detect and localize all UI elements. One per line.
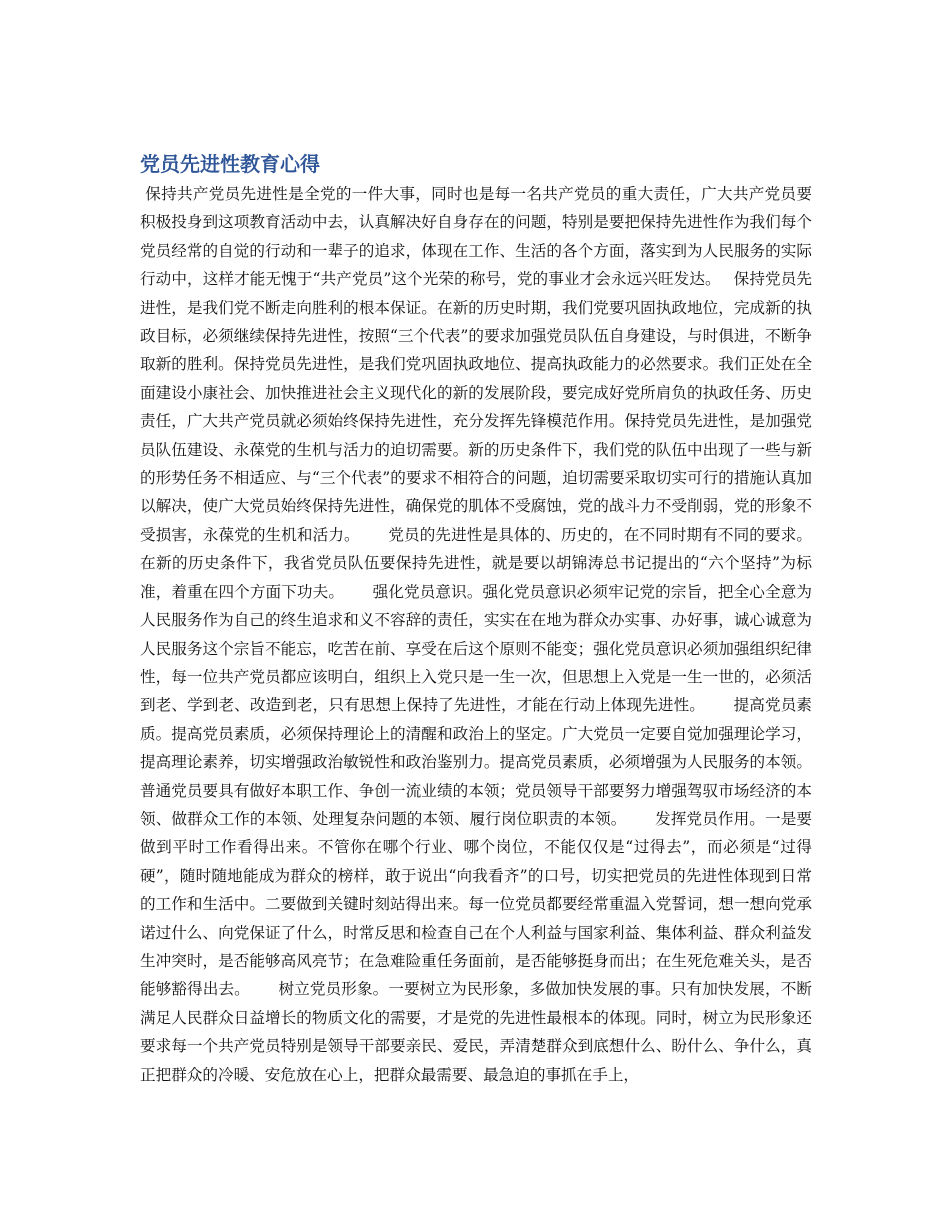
- document-title: 党员先进性教育心得: [140, 152, 320, 176]
- document-body: 保持共产党员先进性是全党的一件大事，同时也是每一名共产党员的重大责任，广大共产党员要积极投身到这项教育活动中去，认真解决好自身存在的问题，特别是要把保持先进性作为我们每个党员经常的自觉的行动和一辈子的追求，体现在工作、生活的各个方面，落实到为人民服务的实际行动中，这样才能无愧于“共产党员”这个光荣的称号，党的事业才会永远兴旺发达。 保持党员先进性，是我们党不断走向胜利的根本保证。在新的历史时期，我们党要巩固执政地位，完成新的执政目标，必须继续保持先进性，按照“三个代表”的要求加强党员队伍自身建设，与时俱进，不断争取新的胜利。保持党员先进性，是我们党巩固执政地位、提高执政能力的必然要求。我们正处在全面建设小康社会、加快推进社会主义现代化的新的发展阶段，要完成好党所肩负的执政任务、历史责任，广大共产党员就必须始终保持先进性，充分发挥先锋模范作用。保持党员先进性，是加强党员队伍建设、永葆党的生机与活力的迫切需要。新的历史条件下，我们党的队伍中出现了一些与新的形势任务不相适应、与“三个代表”的要求不相符合的问题，迫切需要采取切实可行的措施认真加以解决，使广大党员始终保持先进性，确保党的肌体不受腐蚀，党的战斗力不受削弱，党的形象不受损害，永葆党的生机和活力。 党员的先进性是具体的、历史的，在不同时期有不同的要求。在新的历史条件下，我省党员队伍要保持先进性，就是要以胡锦涛总书记提出的“六个坚持”为标准，着重在四个方面下功夫。 强化党员意识。强化党员意识必须牢记党的宗旨，把全心全意为人民服务作为自己的终生追求和义不容辞的责任，实实在在地为群众办实事、办好事，诚心诚意为人民服务这个宗旨不能忘，吃苦在前、享受在后这个原则不能变；强化党员意识必须加强组织纪律性，每一位共产党员都应该明白，组织上入党只是一生一次，但思想上入党是一生一世的，必须活到老、学到老、改造到老，只有思想上保持了先进性，才能在行动上体现先进性。 提高党员素质。提高党员素质，必须保持理论上的清醒和政治上的坚定。广大党员一定要自觉加强理论学习，提高理论素养，切实增强政治敏锐性和政治鉴别力。提高党员素质，必须增强为人民服务的本领。普通党员要具有做好本职工作、争创一流业绩的本领；党员领导干部要努力增强驾驭市场经济的本领、做群众工作的本领、处理复杂问题的本领、履行岗位职责的本领。 发挥党员作用。一是要做到平时工作看得出来。不管你在哪个行业、哪个岗位，不能仅仅是“过得去”，而必须是“过得硬”，随时随地能成为群众的榜样，敢于说出“向我看齐”的口号，切实把党员的先进性体现到日常的工作和生活中。二要做到关键时刻站得出来。每一位党员都要经常重温入党誓词，想一想向党承诺过什么、向党保证了什么，时常反思和检查自己在个人利益与国家利益、集体利益、群众利益发生冲突时，是否能够高风亮节；在急难险重任务面前，是否能够挺身而出；在生死危难关头，是否能够豁得出去。 树立党员形象。一要树立为民形象，多做加快发展的事。只有加快发展，不断满足人民群众日益增长的物质文化的需要，才是党的先进性最根本的体现。同时，树立为民形象还要求每一个共产党员特别是领导干部要亲民、爱民，弄清楚群众到底想什么、盼什么、争什么，真正把群众的冷暖、安危放在心上，把群众最需要、最急迫的事抓在手上，: [140, 185, 812, 1084]
